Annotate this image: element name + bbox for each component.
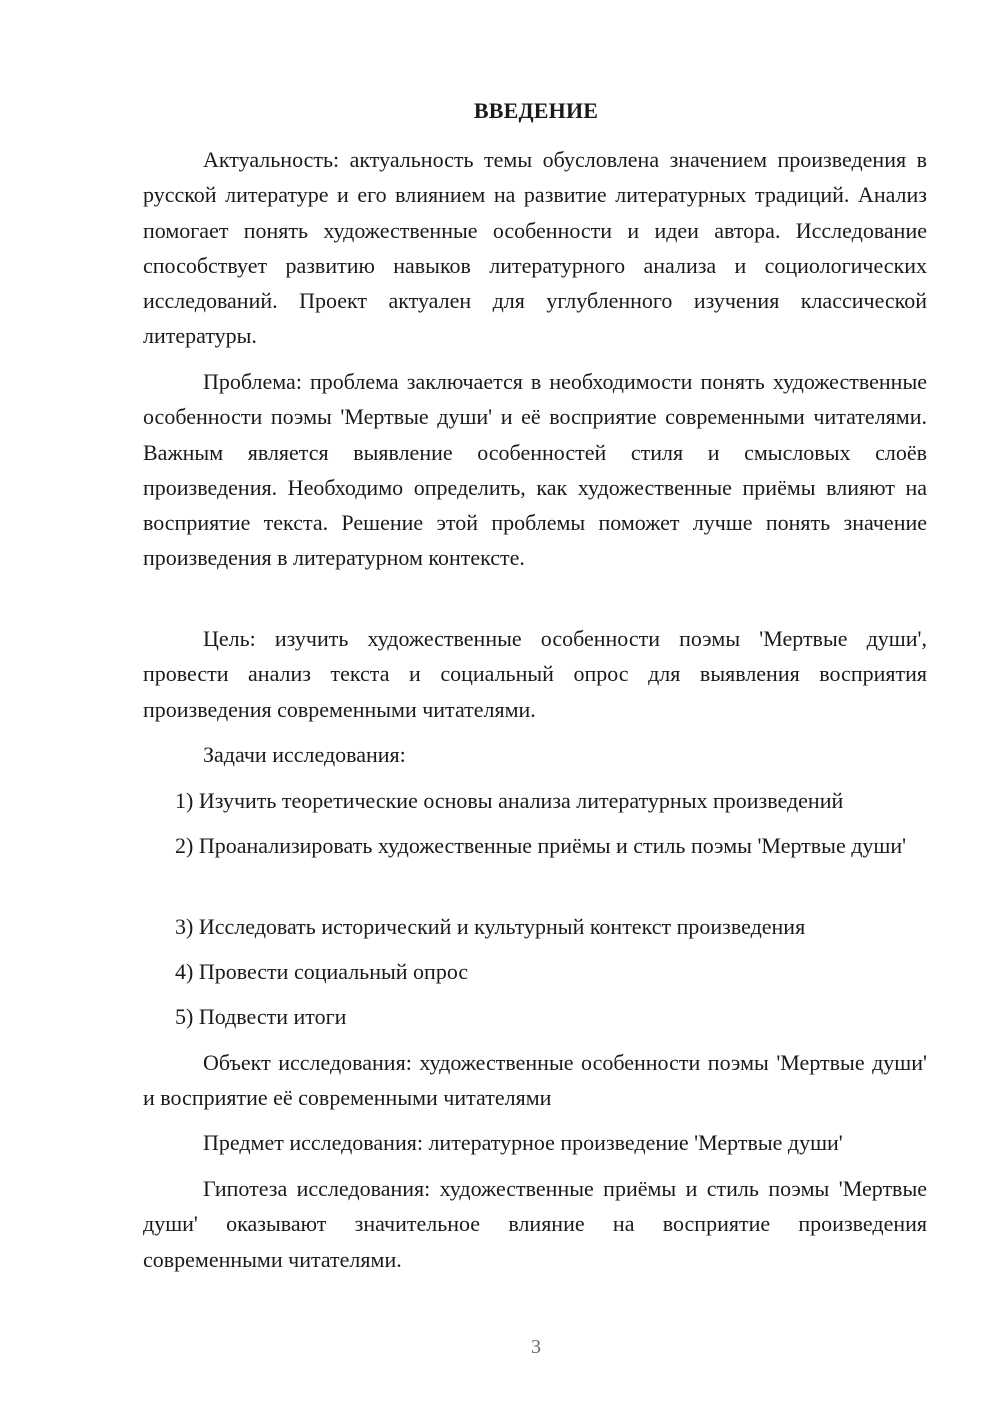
hypothesis-paragraph: Гипотеза исследования: художественные приёмы и стиль поэмы 'Мертвые души' оказывают значительное влияние на восприятие произведения современными читателями.	[143, 1176, 927, 1272]
task-item-1: 1) Изучить теоретические основы анализа литературных произведений	[175, 788, 844, 813]
task-item-5: 5) Подвести итоги	[175, 1004, 347, 1029]
problem-paragraph: Проблема: проблема заключается в необходимости понять художественные особенности поэмы 'Мертвые души' и её восприятие современными читателями. Важным является выявление особенностей стиля и смысловых слоёв произведения. Необходимо определить, как художественные приёмы влияют на восприятие текста. Решение этой проблемы поможет лучше понять значение произведения в литературном контексте.	[143, 369, 927, 571]
task-item-4: 4) Провести социальный опрос	[175, 959, 469, 984]
page-title: ВВЕДЕНИЕ	[473, 98, 599, 123]
task-item-2: 2) Проанализировать художественные приёмы и стиль поэмы 'Мертвые души'	[175, 833, 907, 858]
relevance-paragraph: Актуальность: актуальность темы обусловлена значением произведения в русской литературе и его влиянием на развитие литературных традиций. Анализ помогает понять художественные особенности и идеи автора. Исследование способствует развитию навыков литературного анализа и социологических исследований. Проект актуален для углубленного изучения классической литературы.	[143, 147, 927, 349]
object-paragraph: Объект исследования: художественные особенности поэмы 'Мертвые души' и восприятие её современными читателями	[143, 1050, 927, 1111]
goal-paragraph: Цель: изучить художественные особенности поэмы 'Мертвые души', провести анализ текста и социальный опрос для выявления восприятия произведения современными читателями.	[143, 626, 927, 722]
page-number: 3	[531, 1336, 541, 1358]
task-item-3: 3) Исследовать исторический и культурный контекст произведения	[175, 914, 806, 939]
tasks-heading: Задачи исследования:	[203, 742, 406, 767]
subject-paragraph: Предмет исследования: литературное произведение 'Мертвые души'	[203, 1130, 843, 1155]
